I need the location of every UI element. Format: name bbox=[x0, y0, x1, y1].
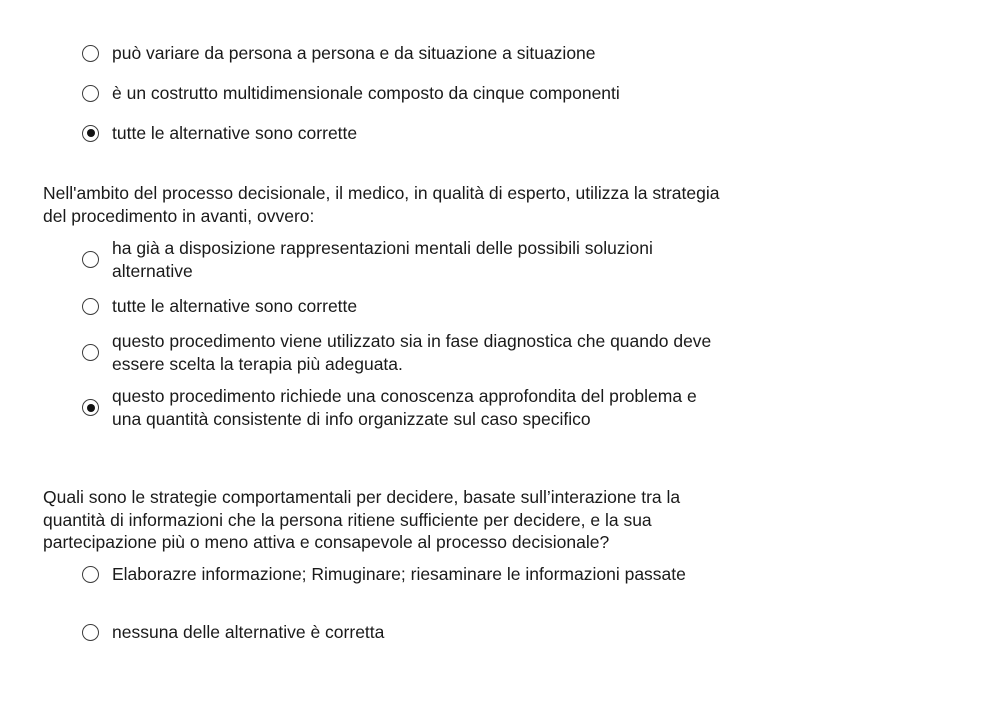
option-q2-4[interactable] bbox=[82, 385, 722, 430]
option-label: Elaborazre informazione; Rimuginare; riesaminare le informazioni passate bbox=[112, 564, 686, 584]
option-label: questo procedimento viene utilizzato sia in fase diagnostica che quando deve essere scelta la terapia più adeguata. bbox=[112, 331, 712, 374]
question-text: Quali sono le strategie comportamentali per decidere, basate sull’interazione tra la quantità di informazioni che la persona ritiene sufficiente per decidere, e la sua partecipazione più o meno attiva e consapevole al processo decisionale? bbox=[43, 487, 681, 552]
option-q2-3[interactable] bbox=[82, 330, 722, 375]
radio-unchecked-icon[interactable] bbox=[82, 624, 99, 641]
radio-checked-icon[interactable] bbox=[82, 125, 99, 142]
question-text: Nell'ambito del processo decisionale, il medico, in qualità di esperto, utilizza la strategia del procedimento in avanti, ovvero: bbox=[43, 183, 720, 226]
option-b1-2[interactable] bbox=[82, 82, 722, 105]
option-q2-1[interactable] bbox=[82, 237, 722, 282]
radio-unchecked-icon[interactable] bbox=[82, 45, 99, 62]
radio-unchecked-icon[interactable] bbox=[82, 251, 99, 268]
option-label: è un costrutto multidimensionale composto da cinque componenti bbox=[112, 83, 620, 103]
option-label: tutte le alternative sono corrette bbox=[112, 296, 358, 316]
option-q2-2[interactable] bbox=[82, 295, 722, 318]
option-q3-1[interactable] bbox=[82, 563, 722, 586]
option-b1-3[interactable] bbox=[82, 122, 722, 145]
option-label: può variare da persona a persona e da situazione a situazione bbox=[112, 43, 596, 63]
radio-unchecked-icon[interactable] bbox=[82, 85, 99, 102]
radio-unchecked-icon[interactable] bbox=[82, 566, 99, 583]
option-label: tutte le alternative sono corrette bbox=[112, 123, 358, 143]
radio-checked-icon[interactable] bbox=[82, 399, 99, 416]
option-label: nessuna delle alternative è corretta bbox=[112, 622, 385, 642]
option-q3-2[interactable] bbox=[82, 621, 722, 644]
radio-unchecked-icon[interactable] bbox=[82, 298, 99, 315]
option-b1-1[interactable] bbox=[82, 42, 722, 65]
radio-unchecked-icon[interactable] bbox=[82, 344, 99, 361]
option-label: ha già a disposizione rappresentazioni mentali delle possibili soluzioni alternative bbox=[112, 238, 653, 281]
option-label: questo procedimento richiede una conoscenza approfondita del problema e una quantità consistente di info organizzate sul caso specifico bbox=[112, 386, 697, 429]
